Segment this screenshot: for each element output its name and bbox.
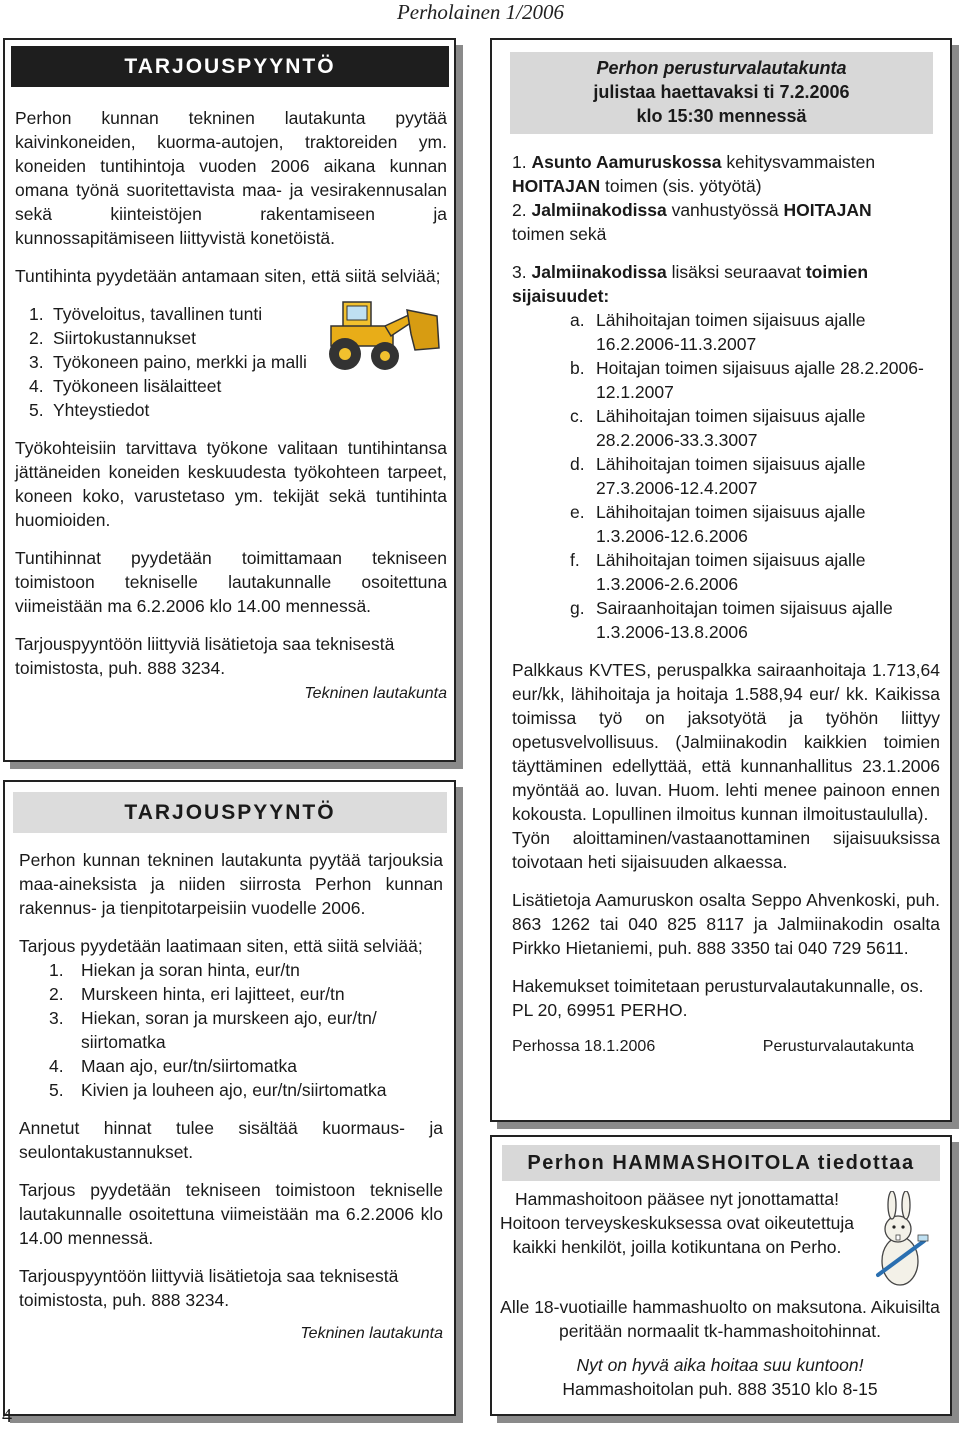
dental-notice-box [490, 1135, 952, 1416]
job-item-1: 1. Asunto Aamuruskossa kehitysvammaisten HOITAJAN toimen (sis. yötyötä) [512, 152, 876, 196]
tender-list [19, 958, 443, 1102]
tender-signature: Tekninen lautakunta [300, 1325, 443, 1342]
list-item: 3. Hiekan, soran ja murskeen ajo, eur/tn/ siirtomatka [49, 1008, 377, 1052]
salary-text: Palkkaus KVTES, peruspalkka sairaanhoitaja 1.713,64 eur/kk, lähihoitaja ja hoitaja 1.588,94 eur/ kk. Kaikissa toimissa työ on jaksotyötä ja työhön liittyy opetusvelvollisuus. (Jalmiinakodin kaikkien toimien täyttäminen edellyttää, että kunnanhallitus 23.1.2006 myöntää ao. luvan. Huom. lehti menee painoon ennen kokousta. Lopullinen ilmoitus kunnan ilmoitustaululla). [512, 660, 940, 824]
page-number: 4 [2, 1405, 12, 1427]
list-item: b. Hoitajan toimen sijaisuus ajalle 28.2.2006-12.1.2007 [570, 358, 924, 402]
list-item: g. Sairaanhoitajan toimen sijaisuus ajalle 1.3.2006-13.8.2006 [570, 598, 893, 642]
list-item: e. Lähihoitajan toimen sijaisuus ajalle 1.3.2006-12.6.2006 [570, 502, 866, 546]
list-item: a. Lähihoitajan toimen sijaisuus ajalle 16.2.2006-11.3.2007 [570, 310, 866, 354]
list-item: c. Lähihoitajan toimen sijaisuus ajalle 28.2.2006-33.3.3007 [570, 406, 866, 450]
dental-title: Perhon HAMMASHOITOLA tiedottaa [502, 1145, 940, 1181]
list-item: f. Lähihoitajan toimen sijaisuus ajalle 1.3.2006-2.6.2006 [570, 550, 866, 594]
tender-box-aggregates [3, 780, 456, 1416]
rabbit-toothbrush-icon [864, 1191, 936, 1291]
job-title-bar [510, 52, 933, 134]
place-date: Perhossa 18.1.2006 [512, 1038, 656, 1055]
page-header: Perholainen 1/2006 [396, 0, 564, 24]
job-title-deadline: julistaa haettavaksi ti 7.2.2006 [593, 82, 850, 102]
tender-paragraph: Tarjouspyyntöön liittyviä lisätietoja saa teknisestä toimistosta, puh. 888 3234. [19, 1266, 399, 1310]
tender-lead: Tarjous pyydetään laatimaan siten, että siitä selviää; [19, 936, 423, 956]
list-item: 3. Työkoneen paino, merkki ja malli [29, 352, 307, 372]
tender-signature: Tekninen lautakunta [304, 685, 447, 702]
list-item: 1. Työveloitus, tavallinen tunti [29, 304, 263, 324]
job-announcement-box [490, 38, 952, 1122]
tender-paragraph: Tarjouspyyntöön liittyviä lisätietoja saa teknisestä toimistosta, puh. 888 3234. [15, 634, 395, 678]
tender-title: TARJOUSPYYNTÖ [11, 46, 449, 87]
job-title-time: klo 15:30 mennessä [636, 106, 807, 126]
apply-text: Hakemukset toimitetaan perusturvalautakunnalle, os. PL 20, 69951 PERHO. [512, 976, 924, 1020]
job-item-2: 2. Jalmiinakodissa vanhustyössä HOITAJAN toimen sekä [512, 200, 872, 244]
dental-slogan: Nyt on hyvä aika hoitaa suu kuntoon! [576, 1355, 864, 1375]
signer: Perusturvalautakunta [762, 1038, 914, 1055]
list-item: d. Lähihoitajan toimen sijaisuus ajalle 27.3.2006-12.4.2007 [570, 454, 866, 498]
list-item: 2. Siirtokustannukset [29, 328, 196, 348]
start-text: Työn aloittaminen/vastaanottaminen sijaisuuksissa toivotaan heti sijaisuuden alkaessa. [512, 828, 940, 872]
tender-paragraph: Työkohteisiin tarvittava työkone valitaan tuntihintansa jättäneiden koneiden keskuudesta työkohteen tarpeet, koneen koko, varustetaso ym. tekijät sekä tuntihinta huomioiden. [15, 438, 447, 530]
tender-paragraph: Annetut hinnat tulee sisältää kuormaus- ja seulontakustannukset. [19, 1118, 443, 1162]
list-item: 2. Murskeen hinta, eri lajitteet, eur/tn [49, 984, 345, 1004]
tender-paragraph: Tarjous pyydetään tekniseen toimistoon tekniselle lautakunnalle osoitettuna viimeistään ma 6.2.2006 klo 14.00 mennessä. [19, 1180, 443, 1248]
list-item: 5. Kivien ja louheen ajo, eur/tn/siirtomatka [49, 1080, 387, 1100]
dental-phone: Hammashoitolan puh. 888 3510 klo 8-15 [562, 1379, 878, 1399]
job-footer [512, 1038, 914, 1056]
tender-box-machinery [3, 38, 456, 762]
tender-lead: Tuntihinta pyydetään antamaan siten, että siitä selviää; [15, 266, 441, 286]
tender-paragraph: Tuntihinnat pyydetään toimittamaan tekniseen toimistoon tekniselle lautakunnalle osoitettuna viimeistään ma 6.2.2006 klo 14.00 mennessä. [15, 548, 447, 616]
substitute-list [512, 308, 940, 644]
list-item: 4. Työkoneen lisälaitteet [29, 376, 222, 396]
list-item: 1. Hiekan ja soran hinta, eur/tn [49, 960, 300, 980]
list-item: 5. Yhteystiedot [29, 400, 150, 420]
wheel-loader-icon [325, 290, 445, 380]
job-title-org: Perhon perusturvalautakunta [596, 58, 847, 78]
tender-intro: Perhon kunnan tekninen lautakunta pyytää kaivinkoneiden, kuorma-autojen, traktoreiden ym. koneiden tuntihintoja vuoden 2006 aikana kunnan omana työnä suoritettavista maa- ja vesirakennusalan sekä kiinteistöjen rakentamiseen ja kunnossapitämiseen liittyvistä konetöistä. [15, 108, 447, 248]
job-item-3: 3. Jalmiinakodissa lisäksi seuraavat toimien sijaisuudet: [512, 262, 869, 306]
info-text: Lisätietoja Aamuruskon osalta Seppo Ahvenkoski, puh. 863 1262 tai 040 825 8117 ja Jalmiinakodin osalta Pirkko Hietaniemi, puh. 888 3350 tai 040 729 5611. [512, 890, 940, 958]
tender-title: TARJOUSPYYNTÖ [13, 792, 447, 833]
dental-paragraph-2: Alle 18-vuotiaille hammashuolto on maksutona. Aikuisilta peritään normaalit tk-hammashoitohinnat. [500, 1297, 940, 1341]
dental-paragraph-1: Hammashoitoon pääsee nyt jonottamatta! Hoitoon terveyskeskuksessa ovat oikeutettuja kaikki henkilöt, joilla kotikuntana on Perho. [499, 1189, 855, 1257]
tender-intro: Perhon kunnan tekninen lautakunta pyytää tarjouksia maa-aineksista ja niiden siirrosta Perhon kunnan rakennus- ja tienpitotarpeisiin vuodelle 2006. [19, 850, 443, 918]
list-item: 4. Maan ajo, eur/tn/siirtomatka [49, 1056, 297, 1076]
